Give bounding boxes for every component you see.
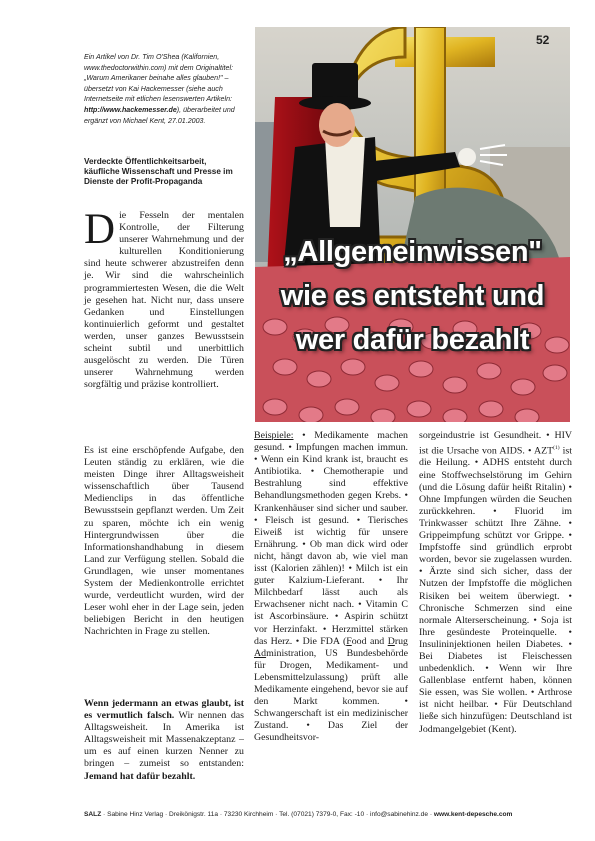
column-3-examples xyxy=(419,430,572,736)
magician-money-illustration xyxy=(255,27,570,422)
footnote-ref: (1) xyxy=(553,445,560,452)
column-2-examples xyxy=(254,430,408,744)
examples-text-3: sorgeindustrie ist Gesundheit. • HIV ist die Ursache von AIDS. • AZT xyxy=(419,430,572,457)
paragraph-3-bold: Wenn jedermann an etwas glaubt, ist es vermutlich falsch. xyxy=(84,698,244,722)
examples-text: • Medikamente machen gesund. • Impfungen machen immun. • Wenn ein Kind krank ist, braucht es Antibiotika. • Chemotherapie und Bestrahlung sind effektive Behandlungsmethoden gegen Krebs. • Krankenhäuser sind sicher und sauber. • Fleisch ist gesund. • Tierisches Eiweiß ist wichtig für unsere Ernährung. • Ob man dick wird oder nicht, hängt davon ab, wie viel man isst (Kalorien zählen)! • Milch ist ein guter Kalzium-Lieferant. • Ihr Milchbedarf lässt auch als Erwachsener nicht nach. • Vitamin C ist Ascorbinsäure. • Aspirin schützt vor Herzinfakt. • Herzmittel stärken das Herz. • Die FDA ( xyxy=(254,430,408,647)
headline-line-1: „Allgemeinwissen" xyxy=(283,236,542,268)
column-1-intro-paragraph xyxy=(84,206,244,391)
column-1-paragraph-3 xyxy=(84,698,244,783)
column-1-paragraph-2 xyxy=(84,445,244,639)
intro-line-end: ), überarbeitet und ergänzt von Michael Kent, 27.01.2003. xyxy=(84,105,235,125)
examples-label: Beispiele: xyxy=(254,430,294,441)
drop-cap: D xyxy=(84,206,116,253)
footer-brand: SALZ xyxy=(84,811,102,818)
paragraph-3-bold-end: Jemand hat dafür bezahlt. xyxy=(84,770,196,782)
fda-letters-ad: Ad xyxy=(254,647,267,659)
intro-line: Ein Artikel von Dr. Tim O'Shea (Kalifornien, www.thedoctorwithin.com) mit dem Originaltitel: „Warum Amerikaner beinahe alles glauben!" – übersetzt von Kai Hackemesser (siehe auch Internetseite mit etlichen lesenswerten Artikeln: xyxy=(84,53,234,104)
paragraph-2: Es ist eine erschöpfende Aufgabe, den Leuten ständig zu erklären, wie die meisten Dinge ihrer Alltagsweisheit wissenschaftlich über Tausend Medienclips in das öffentliche Bewusstsein gepflanzt werden. Um Zeit zu sparen, möchte ich ein wenig Hintergrundwissen über die Informationshandhabung in diesem Land zur Verfügung stellen. Sobald die Grundlagen, wie unser momentanes System der Medienkontrolle errichtet wurde, verdeutlicht wurden, wird der Leser wohl eher in der Lage sein, jeden beliebigen Bericht in den heutigen Nachrichten in Frage zu stellen. xyxy=(84,445,244,638)
headline xyxy=(255,230,570,362)
fda-text-1: ood and xyxy=(351,635,388,647)
footer-url[interactable]: www.kent-depesche.com xyxy=(433,811,513,818)
intro-text xyxy=(84,52,240,126)
headline-line-3: wer dafür bezahlt xyxy=(295,324,530,356)
page-footer xyxy=(84,811,574,818)
examples-text-4: ist die Heilung. • ADHS entsteht durch eine Stoffwechselstörung im Gehirn (und die Lösung dafür heißt Ritalin) • Ohne Impfungen würden die Seuchen zurückkehren. • Fluorid im Trinkwasser schützt Ihre Zähne. • Grippeimpfung schützt vor Grippe. • Impfstoffe sind gründlich erprobt worden, bevor sie zugelassen wurden. • Ärzte sind sich sicher, dass der Nutzen der Impfstoffe die möglichen Risiken bei weitem überwiegt. • Chronische Schmerzen sind eine normale Alterserscheinung. • Soja ist Ihre gesündeste Proteinquelle. • Insulininjektionen heilen Diabetes. • Bei Diabetes ist Fleischessen unbedenklich. • Wenn wir Ihre Gallenblase entfernt haben, können Sie essen, was Sie wollen. • Arthrose ist nicht heilbar. • Für Deutschland ließe sich hinzufügen: Deutschland ist Jodmangelgebiet (Kent). xyxy=(419,445,572,735)
paragraph-1: ie Fesseln der mentalen Kontrolle, der Filterung unserer Wahrnehmung und der kulturellen Konditionierung sind heute schwerer abzustreifen denn je. Wir sind die wahrscheinlich programmiertesten Wesen, die die Welt je gesehen hat. Nicht nur, dass unsere Gedanken und Einstellungen kontinuierlich geformt und gestaltet werden, unser ganzes Bewusstsein scheint subtil und unerbittlich ausgelöscht zu werden. Die Türen unserer Wahrnehmung werden sorgfältig und präzise kontrolliert. xyxy=(84,210,244,391)
fda-text-2: rug xyxy=(394,635,408,647)
fda-letter-f: F xyxy=(346,635,352,647)
page-number: 52 xyxy=(536,33,550,47)
subheading: Verdeckte Öffentlichkeitsarbeit, käufliche Wissenschaft und Presse im Dienste der Profit-Propaganda xyxy=(84,157,233,187)
intro-url[interactable]: http://www.hackemesser.de xyxy=(84,105,177,114)
footer-text: · Sabine Hinz Verlag · Dreikönigstr. 11a · 73230 Kirchheim · Tel. (07021) 7379-0, Fax: -10 · info@sabinehinz.de · xyxy=(101,811,434,818)
headline-line-2: wie es entsteht und xyxy=(280,280,545,312)
examples-text-2: ministration, US Bundesbehörde für Drogen, Medikament- und Lebensmittelzulassung) prüft alle Medikamente eingehend, bevor sie auf den Markt kommen. • Schwangerschaft ist ein medizinischer Zustand. • Das Ziel der Gesundheitsvor- xyxy=(254,647,408,744)
paragraph-3: Wir nennen das Alltagsweisheit. In Amerika ist Alltagsweisheit mit Massenakzeptanz – um es auf einen kurzen Nenner zu bringen – zumeist so entstanden: xyxy=(84,710,244,770)
fda-letter-d: D xyxy=(387,635,395,647)
hero-illustration xyxy=(255,27,570,422)
